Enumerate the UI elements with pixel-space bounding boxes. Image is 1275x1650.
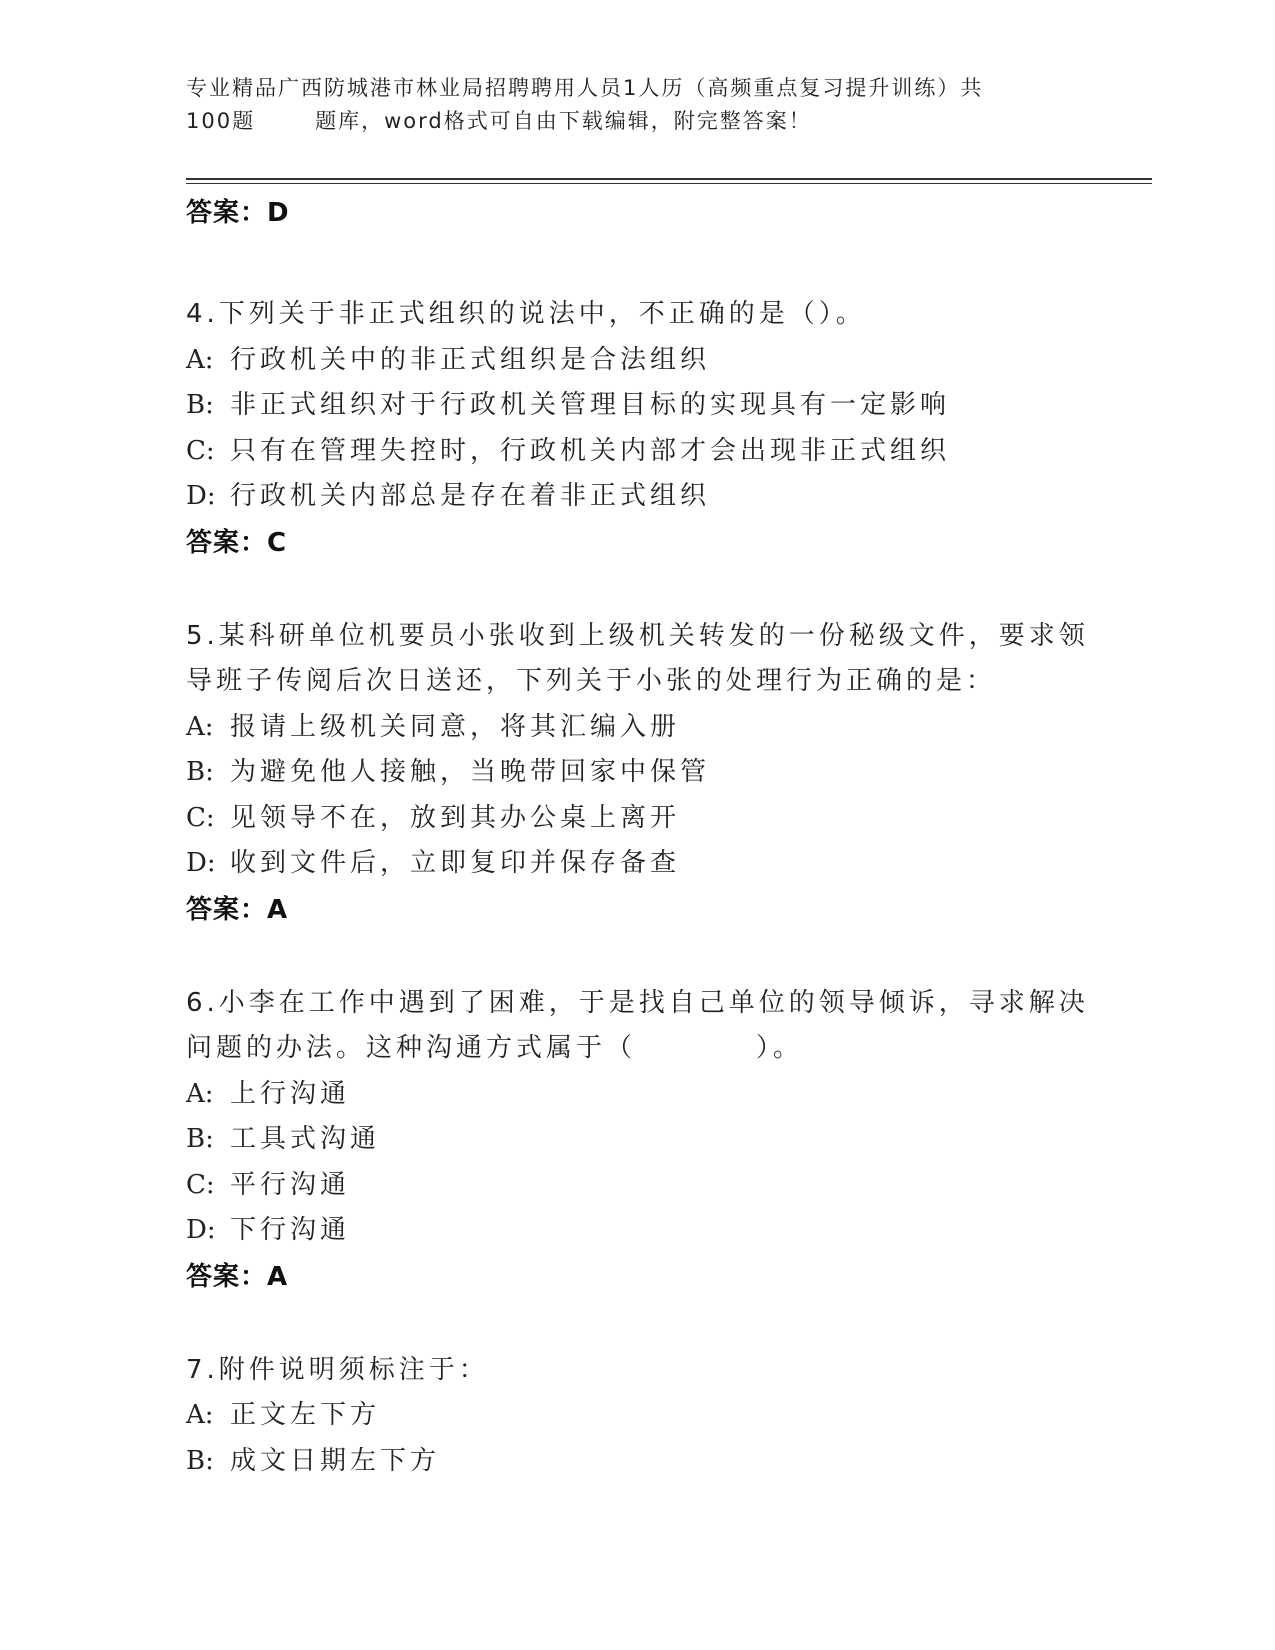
question-stem-continued: 导班子传阅后次日送还，下列关于小张的处理行为正确的是： (186, 666, 997, 696)
option-b (186, 1117, 1086, 1163)
option-key: B: (186, 1445, 214, 1476)
option-b (186, 1439, 1086, 1485)
option-text: 为避免他人接触，当晚带回家中保管 (230, 757, 711, 787)
option-text: 收到文件后，立即复印并保存备查 (230, 848, 681, 878)
question-stem: 6.小李在工作中遇到了困难，于是找自己单位的领导倾诉，寻求解决 (186, 987, 1089, 1018)
question-5 (186, 614, 1089, 933)
option-text: 工具式沟通 (230, 1124, 381, 1154)
option-key: C: (186, 1169, 215, 1200)
header-divider (186, 178, 1152, 180)
option-a (186, 705, 1086, 751)
header-title-line-1: 专业精品广西防城港市林业局招聘聘用人员1人历（高频重点复习提升训练）共 (186, 76, 984, 100)
question-stem: 4.下列关于非正式组织的说法中，不正确的是（）。 (186, 299, 866, 329)
question-stem-continued (186, 1026, 1086, 1072)
option-key: D: (186, 1215, 216, 1245)
header-title-line-2 (186, 105, 1066, 138)
option-key: D: (186, 481, 216, 511)
option-key: C: (186, 435, 215, 466)
question-stem: 5.某科研单位机要员小张收到上级机关转发的一份秘级文件，要求领 (186, 620, 1089, 651)
option-key: B: (186, 390, 214, 420)
option-text: 行政机关内部总是存在着非正式组织 (230, 481, 711, 511)
previous-answer: 答案：D (186, 198, 290, 228)
option-b (186, 750, 1086, 796)
option-d (186, 1208, 1086, 1254)
option-key: B: (186, 757, 214, 787)
option-key: A: (186, 344, 214, 375)
option-key: A: (186, 1078, 214, 1109)
option-text: 只有在管理失控时，行政机关内部才会出现非正式组织 (230, 435, 951, 466)
question-7 (186, 1348, 1086, 1485)
option-text: 正文左下方 (230, 1400, 381, 1430)
option-c (186, 429, 1086, 475)
option-text: 报请上级机关同意，将其汇编入册 (230, 711, 681, 742)
question-4 (186, 292, 1086, 566)
option-c (186, 1163, 1086, 1209)
option-key: A: (186, 711, 214, 742)
page-header (186, 72, 1066, 138)
option-text: 下行沟通 (230, 1215, 351, 1245)
option-text: 上行沟通 (230, 1078, 351, 1109)
option-b (186, 383, 1086, 429)
option-text: 行政机关中的非正式组织是合法组织 (230, 344, 711, 375)
option-key: A: (186, 1400, 214, 1430)
option-text: 非正式组织对于行政机关管理目标的实现具有一定影响 (230, 390, 951, 420)
option-key: C: (186, 802, 215, 833)
option-text: 平行沟通 (230, 1169, 351, 1200)
question-answer: 答案：A (186, 894, 289, 925)
option-d (186, 841, 1086, 887)
option-a (186, 338, 1086, 384)
question-stem: 7.附件说明须标注于： (186, 1354, 489, 1385)
stem-before-blank: 问题的办法。这种沟通方式属于（ (186, 1033, 637, 1063)
question-6 (186, 981, 1089, 1300)
document-body (186, 190, 1089, 1484)
option-a (186, 1393, 1086, 1439)
header-divider-thin (186, 183, 1152, 184)
header-question-count: 100题 (186, 109, 256, 133)
option-key: D: (186, 848, 216, 878)
option-text: 见领导不在，放到其办公桌上离开 (230, 802, 681, 833)
option-a (186, 1072, 1086, 1118)
option-c (186, 796, 1086, 842)
option-d (186, 474, 1086, 520)
stem-after-blank: ）。 (756, 1033, 804, 1063)
question-answer: 答案：A (186, 1261, 289, 1292)
option-text: 成文日期左下方 (230, 1445, 441, 1476)
option-key: B: (186, 1124, 214, 1154)
question-answer: 答案：C (186, 527, 288, 558)
header-description: 题库，word格式可自由下载编辑，附完整答案！ (315, 109, 812, 133)
